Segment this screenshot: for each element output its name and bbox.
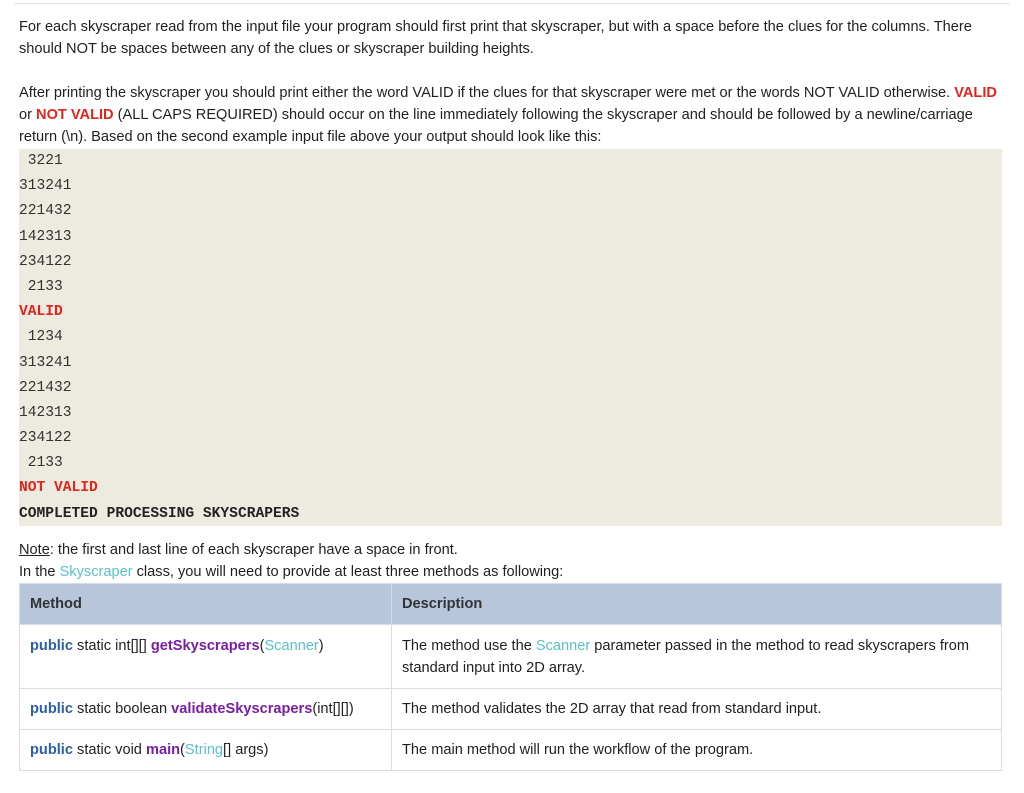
signature-text: static boolean [72,701,172,717]
description-text: parameter passed in the method to read skyscrapers from standard input into 2D array. [402,638,970,676]
description-text: The method use the [402,638,536,654]
class-intro-text-b: class, you will need to provide at least three methods as following: [132,564,564,580]
header-description: Description [392,584,1002,625]
scanner-term: Scanner [535,638,591,654]
valid-keyword: VALID [954,85,997,101]
signature-paren: ) [318,638,324,654]
code-line: 234122 [19,253,72,270]
code-line-completed: COMPLETED PROCESSING SKYSCRAPERS [19,505,300,522]
param-type: String [184,742,224,758]
class-intro-line [19,561,1004,583]
method-description [392,625,1002,689]
code-line-valid: VALID [19,304,63,321]
p2-or: or [19,107,37,123]
code-line: 3221 [19,153,63,169]
code-line: 142313 [19,228,72,245]
p2-text-b: (ALL CAPS REQUIRED) should occur on the line immediately following the skyscraper and should be followed by a newline/carriage return (\n). Based on the second example input file above your output should look like this: [19,107,973,145]
method-name: main [145,742,181,758]
intro-paragraph-1: For each skyscraper read from the input file your program should first print that skyscraper, but with a space before the clues for the columns. There should NOT be spaces between any of the clues or skyscraper building heights. [19,19,972,57]
table-row [20,689,1002,730]
signature-text: static void [72,742,146,758]
note-block [19,539,1004,583]
note-line [19,539,1004,561]
code-line: 2133 [19,455,63,472]
p2-text-a: After printing the skyscraper you should print either the word VALID if the clues for that skyscraper were met or the words NOT VALID otherwise. [19,85,955,101]
method-name: getSkyscrapers [150,638,260,654]
code-line: 221432 [19,203,72,220]
code-line: 1234 [19,329,63,346]
table-row [20,625,1002,689]
signature-paren: ( [180,742,185,758]
class-intro-text-a: In the [19,564,60,580]
output-example-code-block [19,149,1002,526]
assignment-content [19,16,1004,771]
method-description: The main method will run the workflow of the program. [392,730,1002,771]
signature-text: static int[][] [72,638,151,654]
method-name: validateSkyscrapers [171,701,313,717]
method-signature-main [20,730,392,771]
skyscraper-class-name: Skyscraper [59,564,133,580]
code-line: 2133 [19,278,63,295]
public-keyword: public [30,701,73,717]
code-line: 234122 [19,430,72,447]
table-header-row [20,584,1002,625]
method-signature-getskyscrapers [20,625,392,689]
public-keyword: public [30,638,73,654]
not-valid-keyword: NOT VALID [36,107,114,123]
note-label: Note [19,542,50,558]
public-keyword: public [30,742,73,758]
method-description: The method validates the 2D array that read from standard input. [392,689,1002,730]
signature-paren: (int[][]) [312,701,354,717]
code-line: 142313 [19,404,72,421]
signature-paren: ( [259,638,265,654]
signature-paren: [] args) [223,742,269,758]
header-method: Method [20,584,392,625]
note-text: : the first and last line of each skyscraper have a space in front. [49,542,458,558]
method-signature-validateskyscrapers [20,689,392,730]
methods-table [19,583,1002,771]
top-divider [14,3,1010,4]
param-type: Scanner [264,638,319,654]
code-line: 313241 [19,354,72,371]
code-line: 221432 [19,379,72,396]
code-line-not-valid: NOT VALID [19,480,98,497]
intro-paragraph-2 [19,82,1004,148]
table-row [20,730,1002,771]
code-line: 313241 [19,178,72,195]
